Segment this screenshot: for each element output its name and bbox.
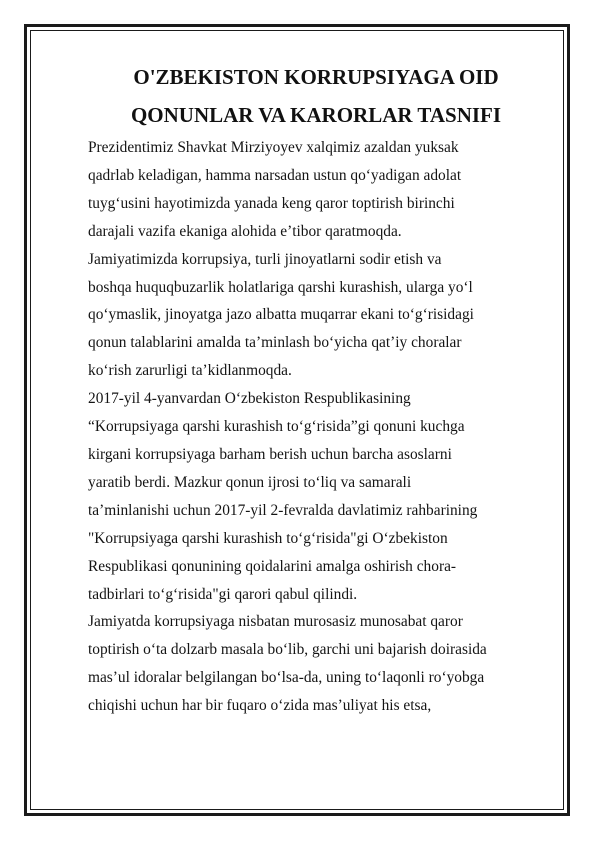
body-line: qadrlab keladigan, hamma narsadan ustun qoʻyadigan adolat [88, 166, 462, 184]
body-line: qoʻymaslik, jinoyatga jazo albatta muqarrar ekani toʻgʻrisidagi [88, 306, 474, 324]
body-line: Jamiyatimizda korrupsiya, turli jinoyatlarni sodir etish va [88, 250, 442, 268]
body-line: tuygʻusini hayotimizda yanada keng qaror toptirish birinchi [88, 194, 455, 212]
body-line: 2017-yil 4-yanvardan Oʻzbekiston Respublikasining [88, 390, 411, 408]
document-title [60, 58, 572, 134]
body-line: Respublikasi qonunining qoidalarini amalga oshirish chora- [88, 557, 457, 575]
body-line: yaratib berdi. Mazkur qonun ijrosi toʻliq va samarali [88, 473, 412, 491]
body-line: boshqa huquqbuzarlik holatlariga qarshi kurashish, ularga yoʻl [88, 278, 473, 296]
body-line: masʼul idoralar belgilangan boʻlsa-da, uning toʻlaqonli roʻyobga [88, 669, 485, 687]
body-line: tadbirlari toʻgʻrisida"gi qarori qabul qilindi. [88, 585, 358, 603]
document-body [88, 134, 558, 720]
body-line: "Korrupsiyaga qarshi kurashish toʻgʻrisida"gi Oʻzbekiston [88, 529, 448, 547]
body-line: taʼminlanishi uchun 2017-yil 2-fevralda davlatimiz rahbarining [88, 501, 478, 519]
title-line: QONUNLAR VA KARORLAR TASNIFI [130, 103, 502, 127]
body-line: Prezidentimiz Shavkat Mirziyoyev xalqimiz azaldan yuksak [88, 139, 459, 156]
body-line: koʻrish zarurligi taʼkidlanmoqda. [88, 362, 292, 380]
title-line: O'ZBEKISTON KORRUPSIYAGA OID [133, 65, 499, 89]
body-line: toptirish oʻta dolzarb masala boʻlib, garchi uni bajarish doirasida [88, 641, 487, 659]
body-line: “Korrupsiyaga qarshi kurashish toʻgʻrisida”gi qonuni kuchga [88, 418, 465, 436]
body-line: kirgani korrupsiyaga barham berish uchun barcha asoslarni [88, 445, 452, 463]
body-line: Jamiyatda korrupsiyaga nisbatan murosasiz munosabat qaror [88, 613, 463, 631]
body-line: qonun talablarini amalda taʼminlash boʻyicha qatʼiy choralar [88, 334, 462, 352]
body-line: darajali vazifa ekaniga alohida eʼtibor qaratmoqda. [88, 222, 402, 240]
body-line: chiqishi uchun har bir fuqaro oʻzida masʼuliyat his etsa, [88, 697, 432, 715]
